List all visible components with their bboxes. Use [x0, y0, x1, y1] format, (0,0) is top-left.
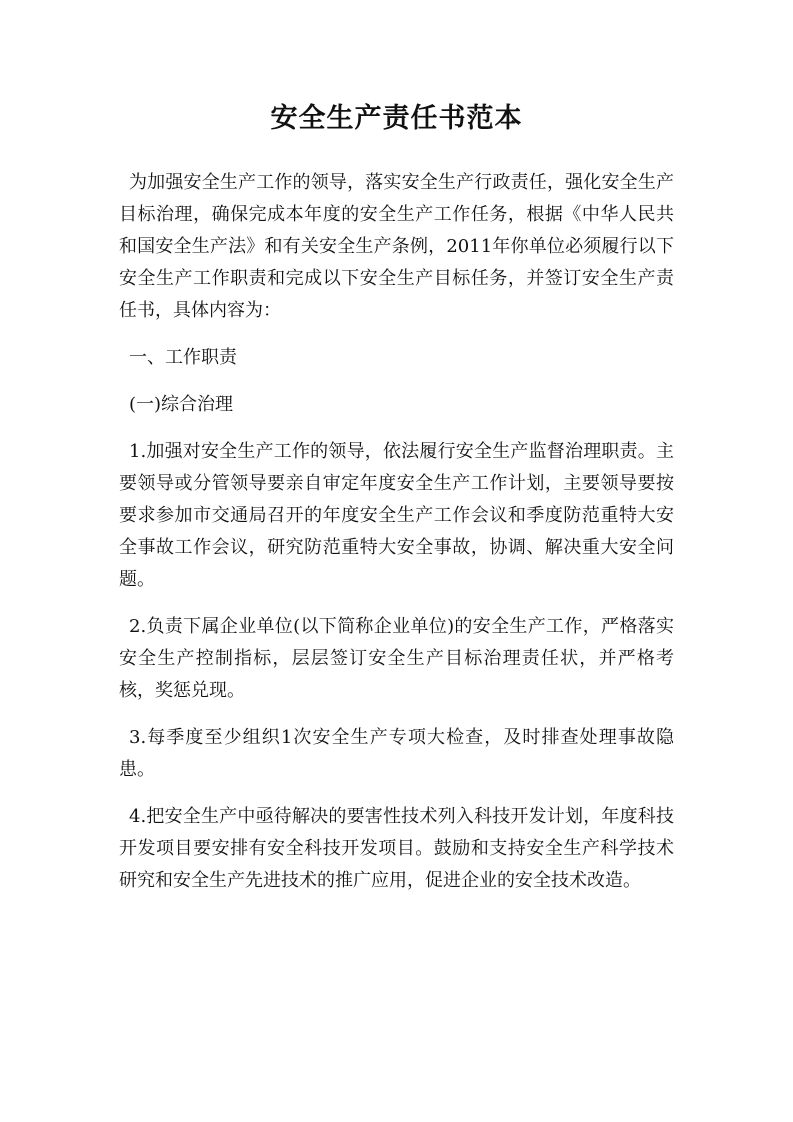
intro-paragraph: 为加强安全生产工作的领导，落实安全生产行政责任，强化安全生产目标治理，确保完成本年度的安全生产工作任务，根据《中华人民共和国安全生产法》和有关安全生产条例，2011年你单位必须履行以下安全生产工作职责和完成以下安全生产目标任务，并签订安全生产责任书，具体内容为： — [119, 172, 674, 321]
item-4-paragraph: 4.把安全生产中亟待解决的要害性技术列入科技开发计划，年度科技开发项目要安排有安全科技开发项目。鼓励和支持安全生产科学技术研究和安全生产先进技术的推广应用，促进企业的安全技术改造。 — [119, 806, 674, 891]
section-heading-work-duties: 一、工作职责 — [129, 347, 237, 368]
subsection-heading-comprehensive-management: (一)综合治理 — [129, 394, 234, 415]
item-2-paragraph: 2.负责下属企业单位(以下简称企业单位)的安全生产工作，严格落实安全生产控制指标，层层签订安全生产目标治理责任状，并严格考核，奖惩兑现。 — [119, 616, 674, 701]
item-1-paragraph: 1.加强对安全生产工作的领导，依法履行安全生产监督治理职责。主要领导或分管领导要亲自审定年度安全生产工作计划，主要领导要按要求参加市交通局召开的年度安全生产工作会议和季度防范重特大安全事故工作会议，研究防范重特大安全事故，协调、解决重大安全问题。 — [119, 441, 674, 590]
item-3-paragraph: 3.每季度至少组织1次安全生产专项大检查，及时排查处理事故隐患。 — [119, 727, 674, 780]
document-title: 安全生产责任书范本 — [270, 103, 523, 134]
